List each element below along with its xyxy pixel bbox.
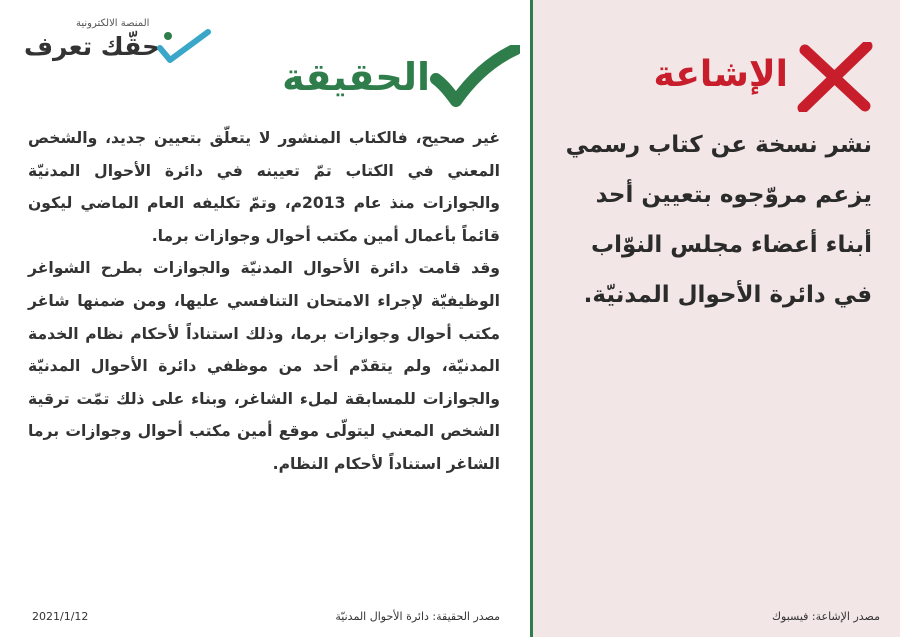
truth-title: الحقيقة <box>282 55 430 99</box>
truth-source: مصدر الحقيقة: دائرة الأحوال المدنيّة <box>335 610 500 623</box>
logo-icon <box>156 28 212 64</box>
rumor-panel <box>530 0 900 637</box>
brand-logo <box>24 14 214 68</box>
rumor-header <box>533 42 900 112</box>
rumor-source: مصدر الإشاعة: فيسبوك <box>771 610 880 623</box>
logo-name: حقّك تعرف <box>24 32 161 61</box>
truth-header <box>280 45 520 115</box>
check-icon <box>430 45 520 107</box>
rumor-title: الإشاعة <box>653 54 788 95</box>
truth-body <box>28 122 500 481</box>
x-icon <box>795 42 875 112</box>
logo-subtitle: المنصة الالكترونية <box>76 18 150 29</box>
truth-date: 2021/1/12 <box>32 610 89 623</box>
truth-paragraph: غير صحيح، فالكتاب المنشور لا يتعلّق بتعيين جديد، والشخص المعني في الكتاب تمّ تعيينه في دائرة الأحوال المدنيّة والجوازات منذ عام 2013م، وتمّ تكليفه العام الماضي ليكون قائماً بأعمال أمين مكتب أحوال وجوازات برما. <box>28 129 500 245</box>
truth-paragraph: وقد قامت دائرة الأحوال المدنيّة والجوازات بطرح الشواغر الوظيفيّة لإجراء الامتحان التنافسي عليها، ومن ضمنها شاغر مكتب أحوال وجوازات برما، وذلك استناداً لأحكام نظام الخدمة المدنيّة، ولم يتقدّم أحد من موظفي دائرة الأحوال المدنيّة والجوازات للمسابقة لملء الشاغر، وبناء على ذلك تمّت ترقية الشخص المعني ليتولّى موقع أمين مكتب أحوال وجوازات برما الشاغر استناداً لأحكام النظام. <box>28 259 500 473</box>
rumor-text: نشر نسخة عن كتاب رسمي يزعم مروّجوه بتعيين أحد أبناء أعضاء مجلس النوّاب في دائرة الأحوال المدنيّة. <box>565 132 872 308</box>
